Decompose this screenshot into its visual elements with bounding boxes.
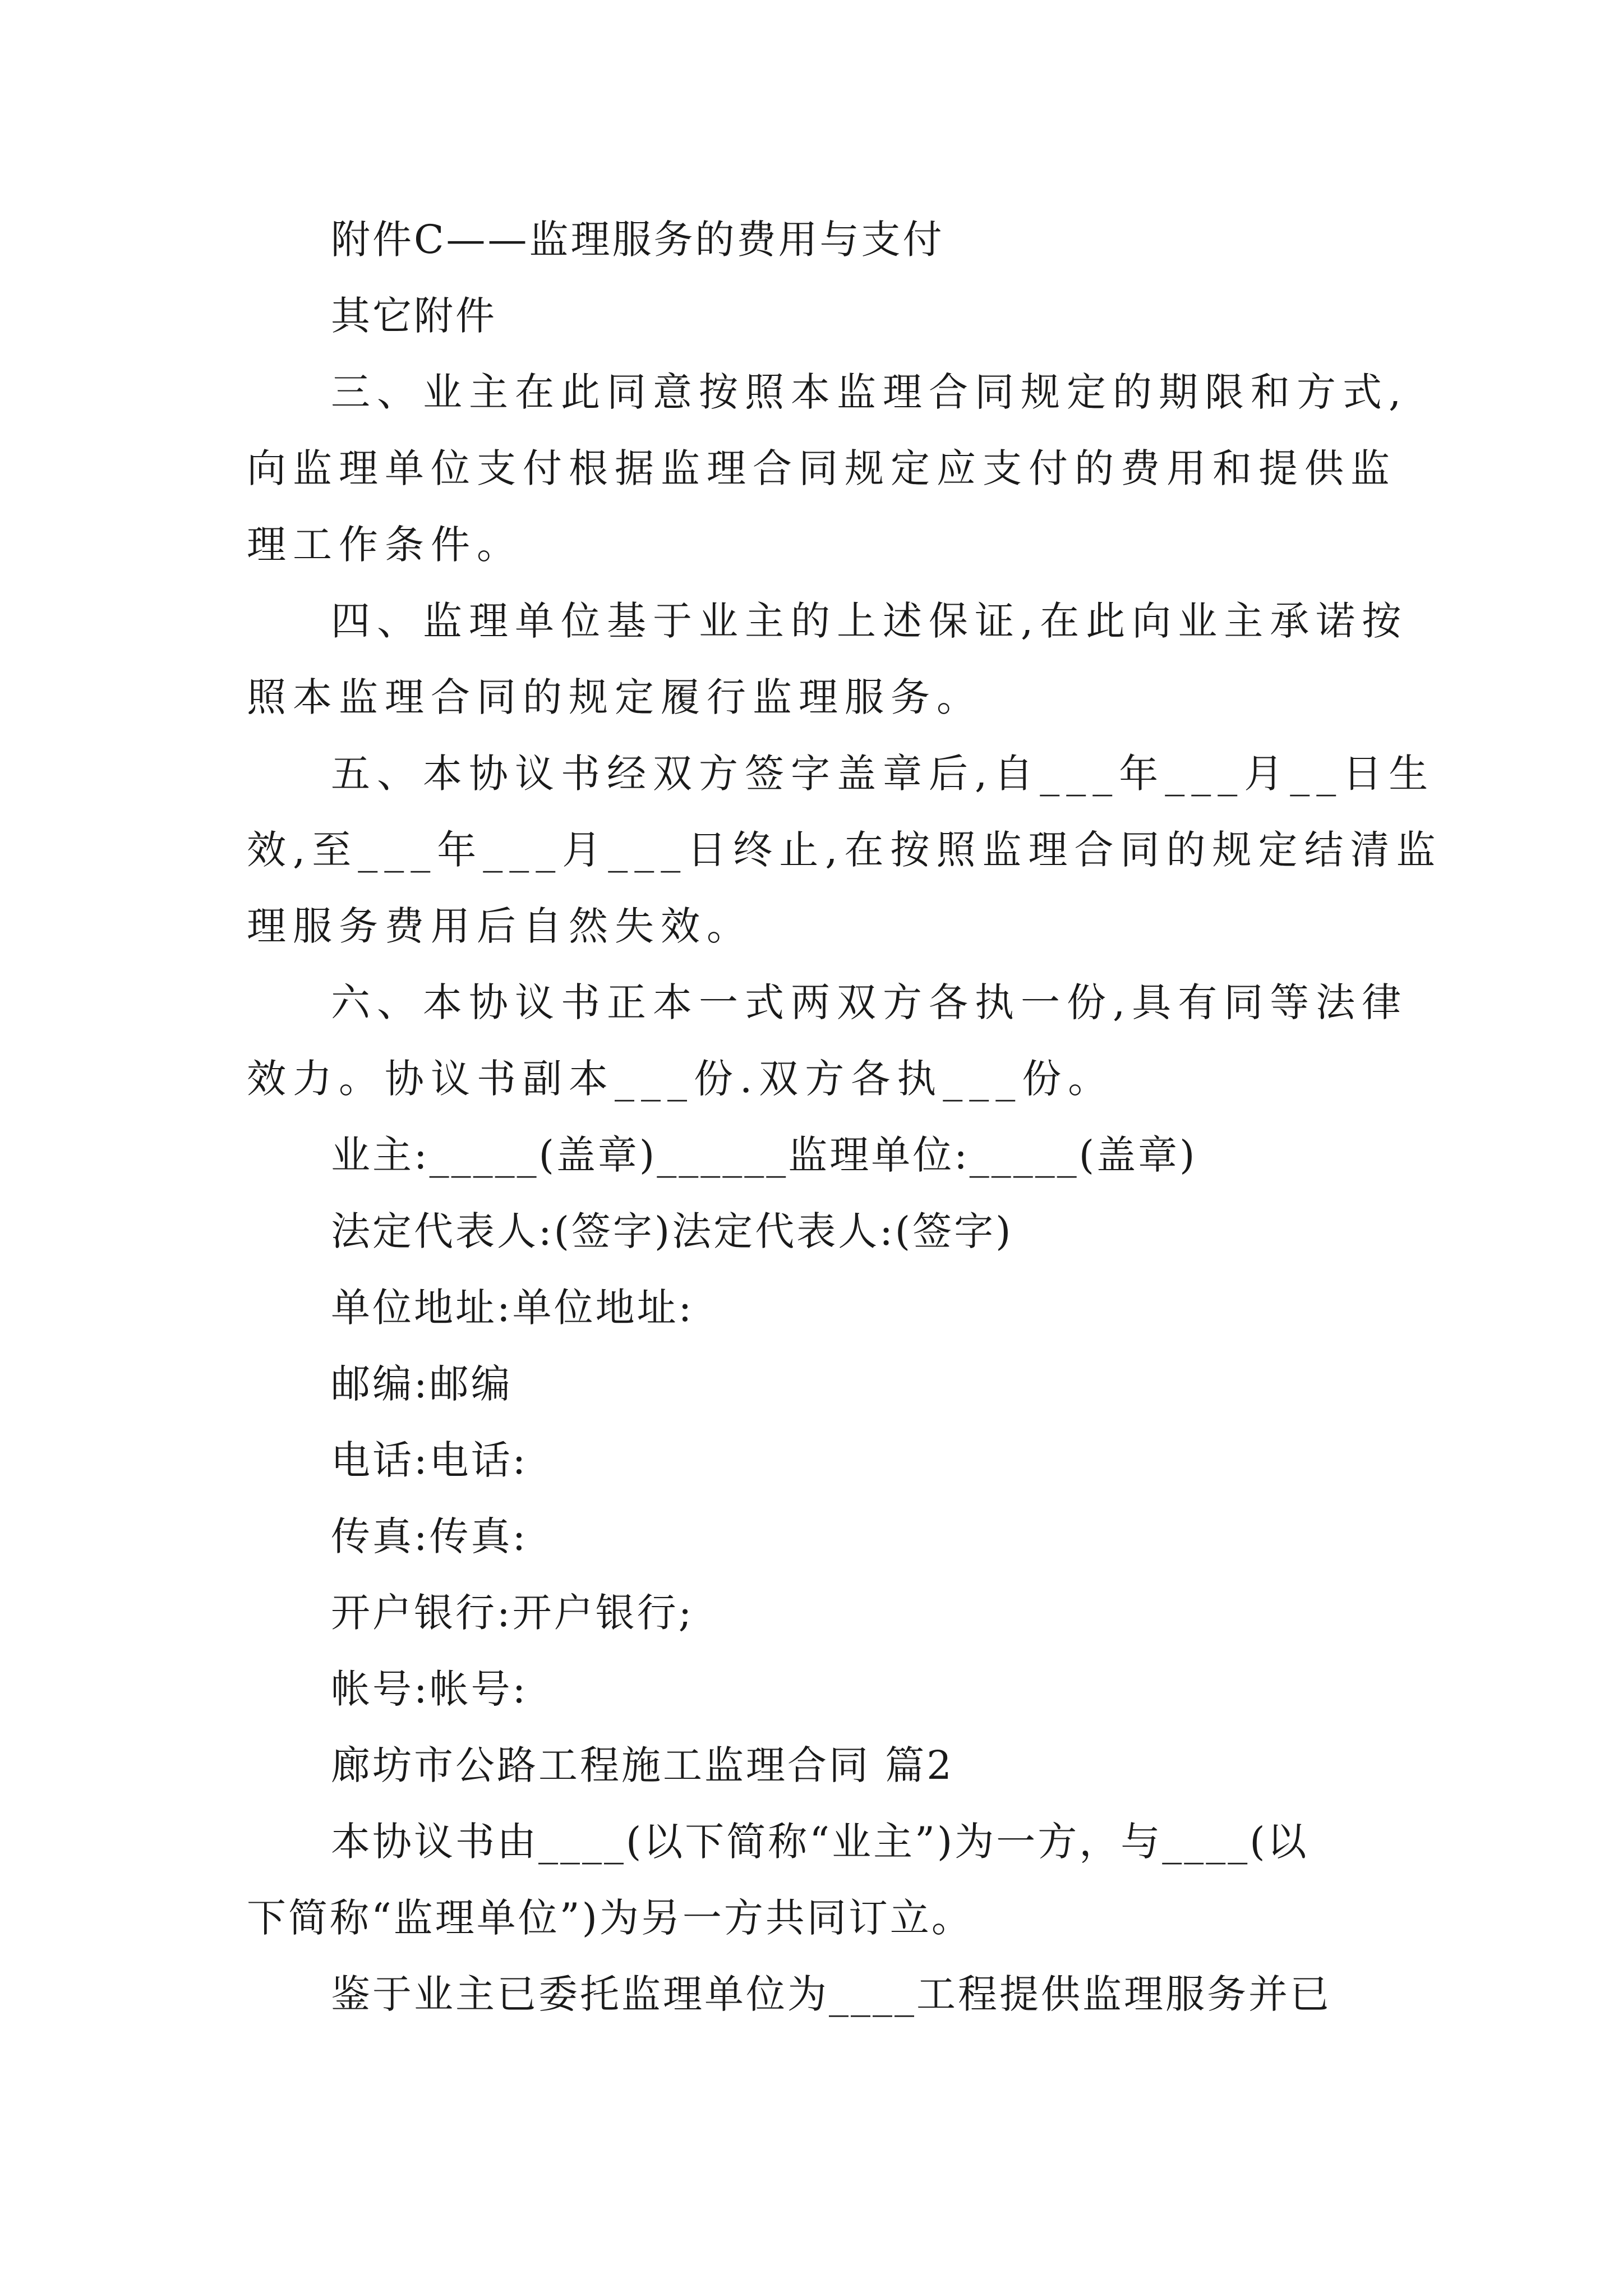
clause-3-line-1: 三、业主在此同意按照本监理合同规定的期限和方式, <box>331 369 1408 415</box>
clause-3-line-3: 理工作条件。 <box>247 522 523 568</box>
fax-line: 传真:传真: <box>331 1513 528 1559</box>
section-heading: 廊坊市公路工程施工监理合同 篇2 <box>331 1742 954 1788</box>
agreement-intro-line-2: 下简称“监理单位”)为另一方共同订立。 <box>247 1895 973 1941</box>
account-line: 帐号:帐号: <box>331 1666 528 1712</box>
legal-representative-line: 法定代表人:(签字)法定代表人:(签字) <box>331 1208 1013 1254</box>
phone-line: 电话:电话: <box>331 1437 528 1483</box>
clause-4-line-1: 四、监理单位基于业主的上述保证,在此向业主承诺按 <box>331 598 1408 644</box>
clause-3-line-2: 向监理单位支付根据监理合同规定应支付的费用和提供监 <box>247 445 1396 491</box>
postcode-line: 邮编:邮编 <box>331 1361 513 1407</box>
clause-6-line-1: 六、本协议书正本一式两双方各执一份,具有同等法律 <box>331 979 1408 1025</box>
clause-5-line-3: 理服务费用后自然失效。 <box>247 903 753 949</box>
clause-4-line-2: 照本监理合同的规定履行监理服务。 <box>247 674 983 720</box>
whereas-line: 鉴于业主已委托监理单位为____工程提供监理服务并已 <box>331 1971 1331 2017</box>
address-line: 单位地址:单位地址: <box>331 1285 694 1331</box>
clause-6-line-2: 效力。协议书副本___份.双方各执___份。 <box>247 1056 1114 1102</box>
agreement-intro-line-1: 本协议书由____(以下简称“业主”)为一方，与____(以 <box>331 1819 1309 1865</box>
other-appendices-line: 其它附件 <box>331 293 497 339</box>
signature-owner-line: 业主:_____(盖章)______监理单位:_____(盖章) <box>331 1132 1197 1178</box>
bank-line: 开户银行:开户银行; <box>331 1590 694 1636</box>
clause-5-line-2: 效,至___年___月___日终止,在按照监理合同的规定结清监 <box>247 827 1442 873</box>
clause-5-line-1: 五、本协议书经双方签字盖章后,自___年___月__日生 <box>331 751 1435 797</box>
appendix-c-line: 附件C——监理服务的费用与支付 <box>331 217 944 263</box>
